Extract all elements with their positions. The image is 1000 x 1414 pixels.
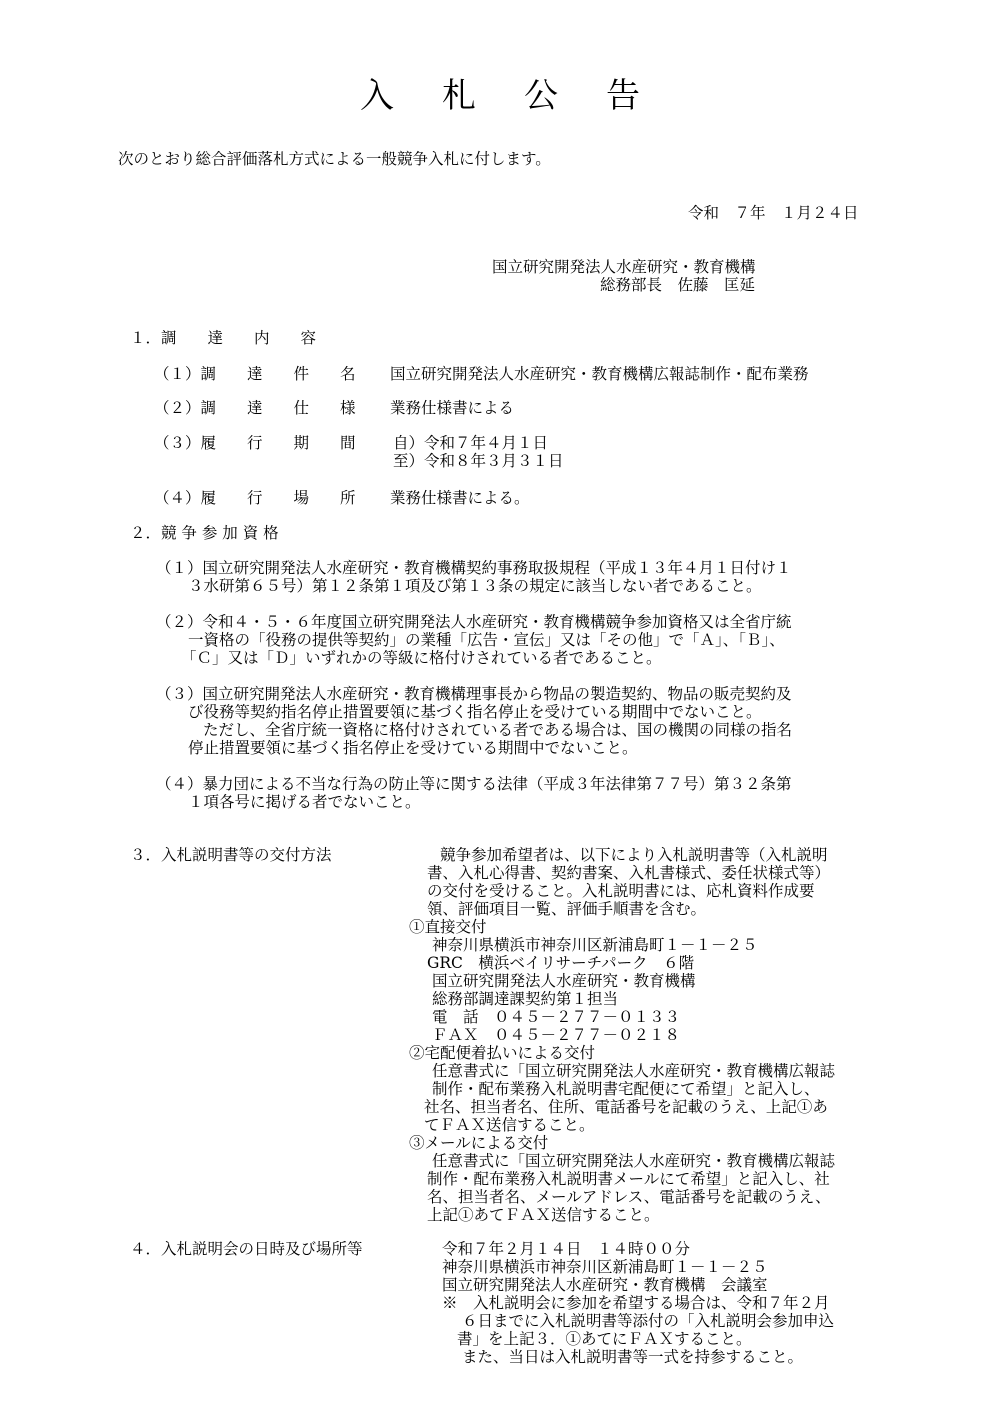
issuer-person: 総務部長 佐藤 匡延 [600, 276, 756, 294]
notice-date: 令和 ７年 １月２４日 [688, 204, 859, 222]
section-3-line: の交付を受けること。入札説明書には、応札資料作成要 [427, 882, 815, 900]
section-4-line: 国立研究開発法人水産研究・教育機構 会議室 [442, 1276, 768, 1294]
section-4-line: 神奈川県横浜市神奈川区新浦島町１－１－２５ [442, 1258, 768, 1276]
item-1-value: 国立研究開発法人水産研究・教育機構広報誌制作・配布業務 [390, 365, 809, 383]
section-4-line: ※ 入札説明会に参加を希望する場合は、令和７年２月 [442, 1294, 830, 1312]
section-3-line: 上記①あてＦＡＸ送信すること。 [427, 1206, 660, 1224]
issuer-organization: 国立研究開発法人水産研究・教育機構 [492, 258, 756, 276]
item-3-value-to: 至）令和８年３月３１日 [393, 452, 564, 470]
section-3-line: 競争参加希望者は、以下により入札説明書等（入札説明 [440, 846, 828, 864]
section-3-line: 任意書式に「国立研究開発法人水産研究・教育機構広報誌 [432, 1152, 836, 1170]
qualification-3-line: （３）国立研究開発法人水産研究・教育機構理事長から物品の製造契約、物品の販売契約及 [156, 685, 792, 703]
item-3-value-from: 自）令和７年４月１日 [393, 434, 549, 452]
section-3-line: ①直接交付 [409, 918, 487, 936]
item-2-label: （２）調 達 仕 様 [154, 399, 356, 417]
section-3-line: 制作・配布業務入札説明書宅配便にて希望」と記入し、 [432, 1080, 820, 1098]
section-3-line: 電 話 ０４５－２７７－０１３３ [432, 1008, 681, 1026]
qualification-4-line: （４）暴力団による不当な行為の防止等に関する法律（平成３年法律第７７号）第３２条第 [156, 775, 792, 793]
section-4-line: 書」を上記３．①あてにＦＡＸすること。 [457, 1330, 752, 1348]
section-3-line: 制作・配布業務入札説明書メールにて希望」と記入し、社 [427, 1170, 830, 1188]
section-3-line: 国立研究開発法人水産研究・教育機構 [432, 972, 696, 990]
qualification-3-line: び役務等契約指名停止措置要領に基づく指名停止を受けている期間中でないこと。 [188, 703, 762, 721]
section-3-line: ③メールによる交付 [409, 1134, 549, 1152]
section-4-line: 令和７年２月１４日 １４時００分 [442, 1240, 691, 1258]
section-3-line: ②宅配便着払いによる交付 [409, 1044, 596, 1062]
item-4-value: 業務仕様書による。 [390, 489, 530, 507]
section-4-line: また、当日は入札説明書等一式を持参すること。 [462, 1348, 804, 1366]
qualification-1-line: （１）国立研究開発法人水産研究・教育機構契約事務取扱規程（平成１３年４月１日付け１ [156, 559, 792, 577]
qualification-2-line: 一資格の「役務の提供等契約」の業種「広告・宣伝」又は「その他」で「Ａ」、「Ｂ」、 [188, 631, 785, 649]
section-3-line: てＦＡＸ送信すること。 [424, 1116, 595, 1134]
section-3-line: 名、担当者名、メールアドレス、電話番号を記載のうえ、 [427, 1188, 831, 1206]
section-3-line: 社名、担当者名、住所、電話番号を記載のうえ、上記①あ [424, 1098, 828, 1116]
section-4-heading: ４．入札説明会の日時及び場所等 [130, 1240, 363, 1258]
item-4-label: （４）履 行 場 所 [154, 489, 356, 507]
section-3-line: 神奈川県横浜市神奈川区新浦島町１－１－２５ [432, 936, 758, 954]
section-3-line: 総務部調達課契約第１担当 [432, 990, 619, 1008]
section-2-heading: ２．競 争 参 加 資 格 [130, 524, 279, 542]
qualification-2-line: 「Ｃ」又は「Ｄ」いずれかの等級に格付けされている者であること。 [181, 649, 662, 667]
section-1-heading: １．調 達 内 容 [130, 329, 317, 347]
intro-text: 次のとおり総合評価落札方式による一般競争入札に付します。 [118, 150, 551, 168]
page-title: 入札公告 [360, 76, 688, 116]
item-3-label: （３）履 行 期 間 [154, 434, 356, 452]
section-3-line: 領、評価項目一覧、評価手順書を含む。 [427, 900, 707, 918]
section-3-line: 書、入札心得書、契約書案、入札書様式、委任状様式等） [427, 864, 831, 882]
item-2-value: 業務仕様書による [390, 399, 515, 417]
section-3-line: 任意書式に「国立研究開発法人水産研究・教育機構広報誌 [432, 1062, 836, 1080]
qualification-2-line: （２）令和４・５・６年度国立研究開発法人水産研究・教育機構競争参加資格又は全省庁統 [156, 613, 792, 631]
qualification-1-line: ３水研第６５号）第１２条第１項及び第１３条の規定に該当しない者であること。 [188, 577, 762, 595]
section-3-line: GRC 横浜ベイリサーチパーク ６階 [427, 954, 695, 972]
section-3-line: ＦＡＸ ０４５－２７７－０２１８ [432, 1026, 681, 1044]
qualification-3-line: 停止措置要領に基づく指名停止を受けている期間中でないこと。 [188, 739, 638, 757]
section-4-line: ６日までに入札説明書等添付の「入札説明会参加申込 [462, 1312, 835, 1330]
qualification-3-line: ただし、全省庁統一資格に格付けされている者である場合は、国の機関の同様の指名 [203, 721, 793, 739]
section-3-heading: ３．入札説明書等の交付方法 [130, 846, 332, 864]
qualification-4-line: １項各号に掲げる者でないこと。 [188, 793, 421, 811]
item-1-label: （１）調 達 件 名 [154, 365, 356, 383]
